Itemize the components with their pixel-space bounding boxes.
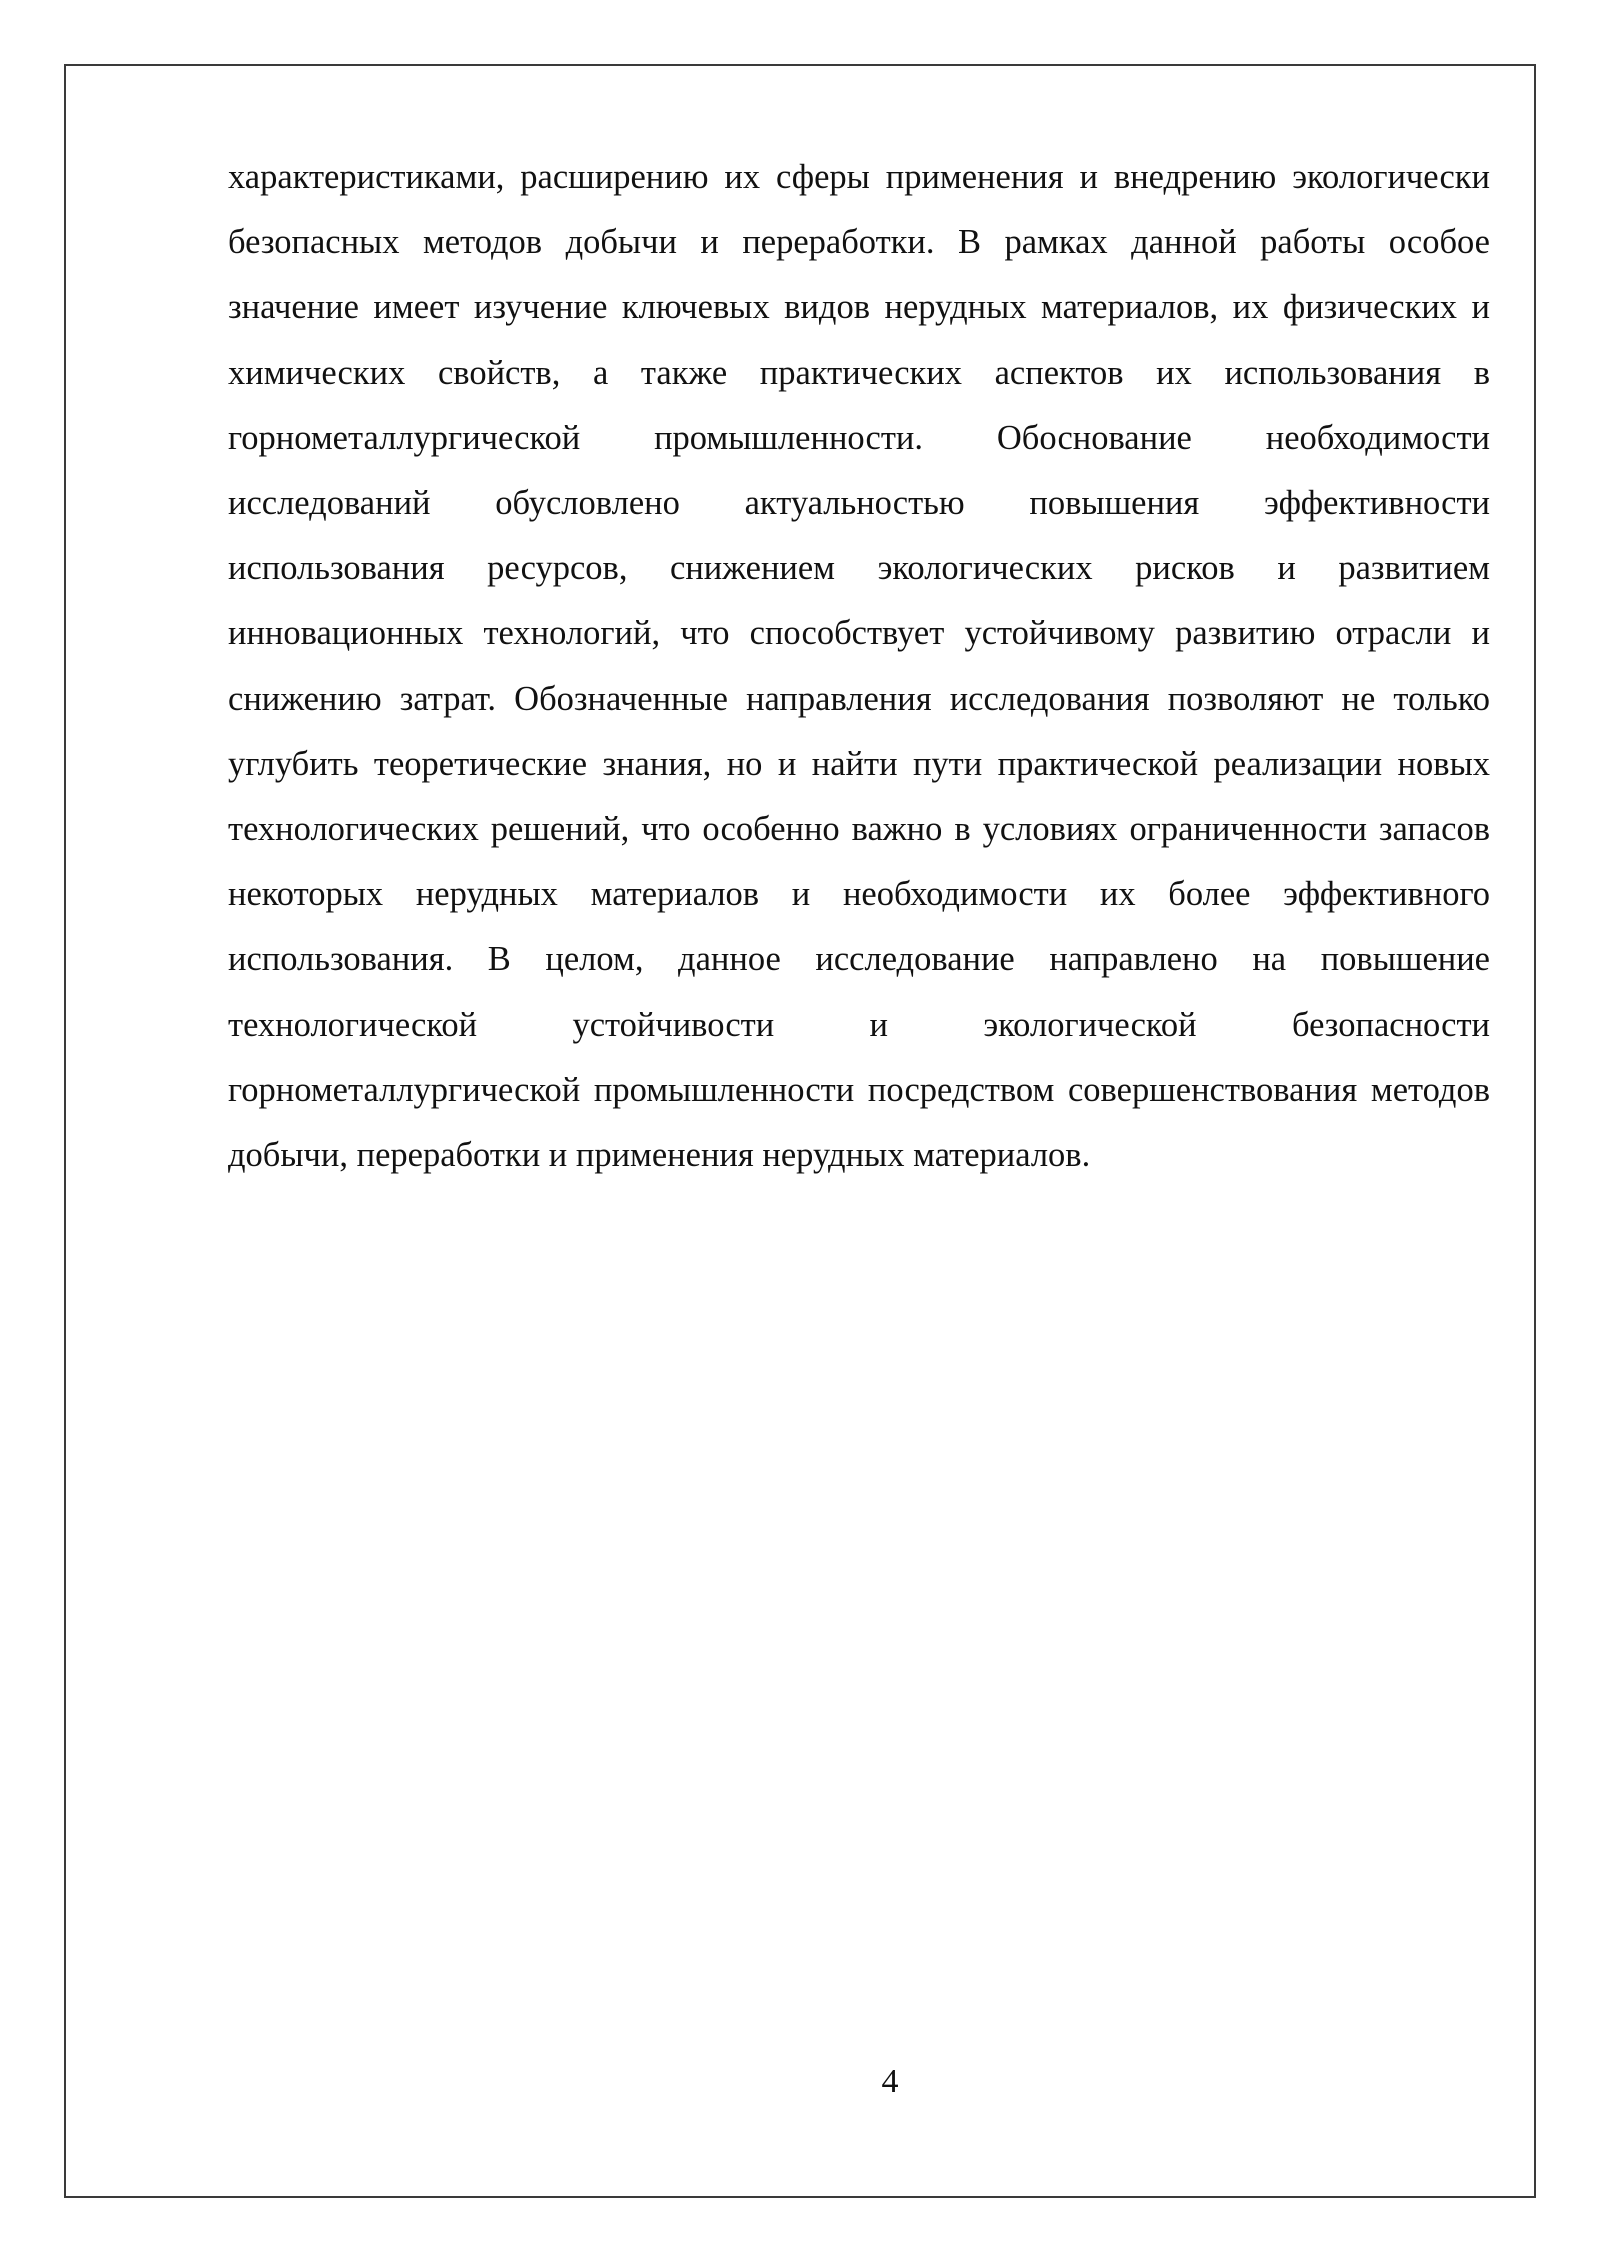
body-paragraph: характеристиками, расширению их сферы применения и внедрению экологически безопасных методов добычи и переработки. В рамках данной работы особое значение имеет изучение ключевых видов нерудных материалов, их физических и химических свойств, а также практических аспектов их использования в горнометаллургической промышленности. Обоснование необходимости исследований обусловлено актуальностью повышения эффективности использования ресурсов, снижением экологических рисков и развитием инновационных технологий, что способствует устойчивому развитию отрасли и снижению затрат. Обозначенные направления исследования позволяют не только углубить теоретические знания, но и найти пути практической реализации новых технологических решений, что особенно важно в условиях ограниченности запасов некоторых нерудных материалов и необходимости их более эффективного использования. В целом, данное исследование направлено на повышение технологической устойчивости и экологической безопасности горнометаллургической промышленности посредством совершенствования методов добычи, переработки и применения нерудных материалов. — [228, 158, 1490, 1175]
page-number: 4 — [881, 2063, 899, 2100]
